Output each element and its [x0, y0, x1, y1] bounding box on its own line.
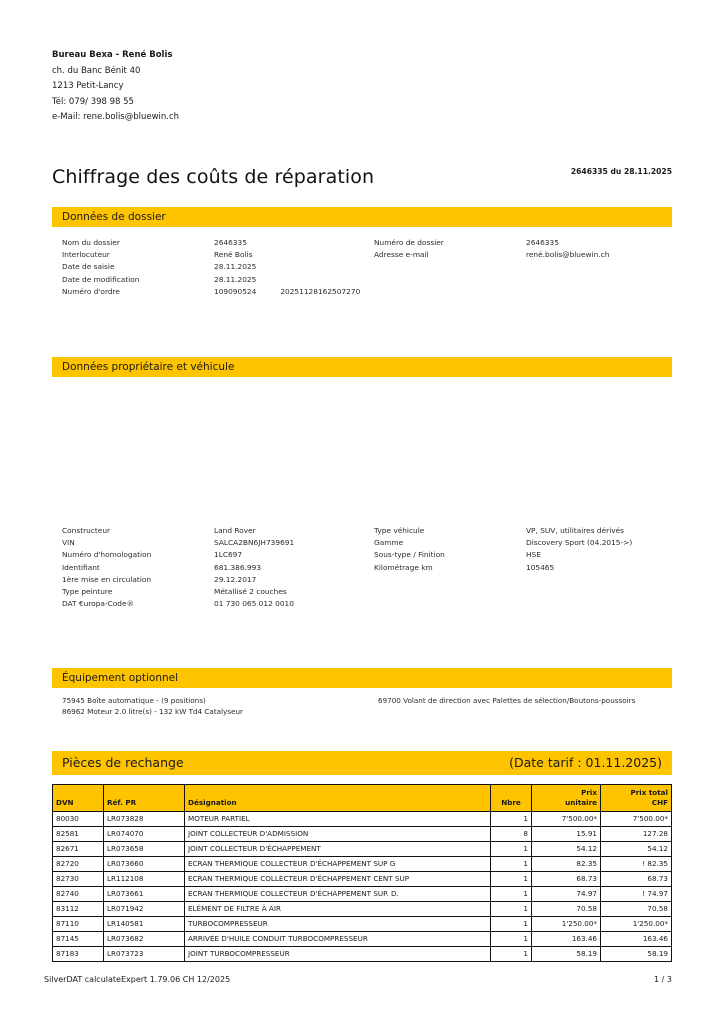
field-value: 2646335 [526, 238, 559, 247]
cell-prix-unitaire: 163.46 [532, 932, 601, 947]
column-header-dvn: DVN [53, 785, 104, 812]
field-label: Date de modification [62, 274, 140, 284]
table-row [53, 947, 672, 962]
field-label: Kilométrage km [374, 562, 433, 572]
field-label: Constructeur [62, 526, 111, 535]
field-label: DAT €uropa-Code® [62, 599, 134, 609]
field-label: Nom du dossier [62, 238, 120, 247]
section-title-equipement: Équipement optionnel [62, 672, 179, 684]
field-row [374, 549, 632, 561]
field-label: Adresse e-mail [374, 250, 429, 260]
cell-ref: LR073828 [104, 812, 185, 827]
sender-block [52, 48, 179, 126]
field-label: Identifiant [62, 562, 100, 572]
field-value: SALCA2BN6JH739691 [214, 538, 295, 548]
cell-designation: ECRAN THERMIQUE COLLECTEUR D'ÉCHAPPEMENT CENT SUP [185, 872, 491, 887]
section-header-pieces [52, 751, 672, 775]
field-value: HSE [526, 550, 541, 560]
sender-address: ch. du Banc Bénit 40 [52, 65, 141, 76]
column-header-ref: Réf. PR [104, 785, 185, 812]
field-value: 2646335 [214, 238, 247, 247]
cell-prix-unitaire: 58.19 [532, 947, 601, 962]
cell-designation: ECRAN THERMIQUE COLLECTEUR D'ÉCHAPPEMENT SUP. D. [185, 887, 491, 902]
field-label: Numéro de dossier [374, 238, 444, 247]
field-row [374, 537, 632, 549]
cell-prix-total: 70.58 [601, 902, 672, 917]
cell-prix-unitaire: 1'250.00* [532, 917, 601, 932]
cell-prix-unitaire: 70.58 [532, 902, 601, 917]
cell-prix-total: 58.19 [601, 947, 672, 962]
field-value: VP, SUV, utilitaires dérivés [526, 526, 625, 535]
cell-dvn: 87183 [53, 947, 104, 962]
field-row [62, 586, 294, 598]
cell-nbre: 1 [491, 887, 532, 902]
field-label: Date de saisie [62, 262, 115, 272]
field-value: 28.11.2025 [214, 262, 257, 272]
cell-nbre: 1 [491, 872, 532, 887]
cell-ref: LR112108 [104, 872, 185, 887]
cell-dvn: 82730 [53, 872, 104, 887]
field-row [62, 574, 294, 586]
field-row [62, 549, 294, 561]
cell-nbre: 1 [491, 902, 532, 917]
list-item: 86962 Moteur 2.0 litre(s) - 132 kW Td4 Catalyseur [62, 706, 243, 716]
cell-prix-unitaire: 54.12 [532, 842, 601, 857]
equipment-list-left [62, 696, 362, 717]
section-header-vehicule [52, 357, 672, 377]
cell-nbre: 1 [491, 932, 532, 947]
field-row [374, 237, 609, 249]
table-row [53, 932, 672, 947]
dossier-fields-right [374, 237, 609, 261]
field-value: 109090524 [214, 286, 257, 296]
cell-ref: LR073682 [104, 932, 185, 947]
section-header-equipement [52, 668, 672, 688]
field-value: Discovery Sport (04.2015->) [526, 538, 633, 548]
section-tariff-date: (Date tarif : 01.11.2025) [509, 755, 662, 770]
field-value-extra [256, 249, 360, 261]
document-reference: 2646335 du 28.11.2025 [570, 167, 672, 176]
field-value: René Bolis [214, 250, 253, 260]
field-value: Métallisé 2 couches [214, 587, 287, 597]
field-row [374, 249, 609, 261]
cell-dvn: 82581 [53, 827, 104, 842]
cell-dvn: 82720 [53, 857, 104, 872]
cell-prix-total: 127.28 [601, 827, 672, 842]
cell-prix-unitaire: 15.91 [532, 827, 601, 842]
field-label: Numéro d'homologation [62, 550, 152, 560]
column-header-prix-total [601, 785, 672, 812]
field-label: 1ère mise en circulation [62, 574, 152, 584]
cell-prix-unitaire: 68.73 [532, 872, 601, 887]
section-header-dossier [52, 207, 672, 227]
parts-table [52, 784, 672, 962]
field-value-extra [256, 274, 360, 286]
field-label: VIN [62, 538, 75, 548]
table-row [53, 857, 672, 872]
field-row [62, 525, 294, 537]
field-value: rené.bolis@bluewin.ch [526, 250, 610, 260]
footer-software: SilverDAT calculateExpert 1.79.06 CH 12/2025 [44, 975, 231, 984]
cell-nbre: 1 [491, 947, 532, 962]
field-row [374, 525, 632, 537]
cell-prix-total: 1'250.00* [601, 917, 672, 932]
page-footer [44, 975, 680, 984]
cell-designation: TURBOCOMPRESSEUR [185, 917, 491, 932]
cell-ref: LR073660 [104, 857, 185, 872]
field-value-extra: 20251128162507270 [280, 286, 361, 296]
table-row [53, 812, 672, 827]
column-header-prix-unitaire-line2: unitaire [565, 798, 597, 807]
field-row [374, 562, 632, 574]
vehicule-fields-right [374, 525, 632, 574]
cell-ref: LR140581 [104, 917, 185, 932]
sender-email: e-Mail: rene.bolis@bluewin.ch [52, 112, 180, 122]
field-row [62, 261, 360, 273]
field-value: 28.11.2025 [214, 274, 257, 284]
page-title: Chiffrage des coûts de réparation [52, 166, 375, 188]
section-title-vehicule: Données propriétaire et véhicule [62, 361, 235, 373]
cell-designation: JOINT COLLECTEUR D'ADMISSION [185, 827, 491, 842]
cell-designation: ARRIVÉE D'HUILE CONDUIT TURBOCOMPRESSEUR [185, 932, 491, 947]
section-title-pieces: Pièces de rechange [62, 755, 184, 770]
table-header-row [53, 785, 672, 812]
list-item: 69700 Volant de direction avec Palettes de sélection/Boutons-poussoirs [378, 696, 636, 705]
cell-prix-total: ! 82.35 [601, 857, 672, 872]
cell-nbre: 1 [491, 812, 532, 827]
field-row [62, 274, 360, 286]
page-number: 1 / 3 [654, 975, 672, 984]
cell-prix-total: 54.12 [601, 842, 672, 857]
cell-designation: JOINT TURBOCOMPRESSEUR [185, 947, 491, 962]
cell-prix-unitaire: 7'500.00* [532, 812, 601, 827]
sender-city: 1213 Petit-Lancy [52, 81, 124, 91]
cell-prix-total: 68.73 [601, 872, 672, 887]
table-row [53, 902, 672, 917]
cell-nbre: 8 [491, 827, 532, 842]
column-header-designation: Désignation [185, 785, 491, 812]
field-value-extra [256, 237, 360, 249]
table-row [53, 887, 672, 902]
table-row [53, 827, 672, 842]
cell-prix-total: ! 74.97 [601, 887, 672, 902]
list-item: 75945 Boîte automatique - (9 positions) [62, 696, 206, 705]
table-row [53, 842, 672, 857]
cell-designation: ELÉMENT DE FILTRE À AIR [185, 902, 491, 917]
cell-prix-total: 7'500.00* [601, 812, 672, 827]
field-row [62, 249, 360, 261]
cell-designation: MOTEUR PARTIEL [185, 812, 491, 827]
vehicule-fields-left [62, 525, 294, 610]
field-label: Sous-type / Finition [374, 550, 445, 560]
field-label: Type peinture [62, 587, 113, 597]
cell-nbre: 1 [491, 857, 532, 872]
cell-dvn: 80030 [53, 812, 104, 827]
column-header-prix-unitaire-line1: Prix [581, 788, 597, 797]
field-row [62, 286, 360, 298]
field-row [62, 598, 294, 610]
table-row [53, 917, 672, 932]
field-value: 1LC697 [214, 550, 243, 560]
field-value: 681.386.993 [214, 562, 262, 572]
cell-ref: LR073658 [104, 842, 185, 857]
sender-phone: Tél: 079/ 398 98 55 [52, 96, 134, 107]
column-header-prix-unitaire [532, 785, 601, 812]
cell-prix-total: 163.46 [601, 932, 672, 947]
field-row [62, 562, 294, 574]
field-value: 29.12.2017 [214, 574, 257, 584]
section-title-dossier: Données de dossier [62, 211, 166, 223]
dossier-fields-left [62, 237, 360, 298]
field-value: 01 730 065 012 0010 [214, 599, 294, 609]
field-value-extra [256, 261, 360, 273]
title-row [52, 163, 672, 193]
column-header-prix-total-line1: Prix total [630, 788, 668, 797]
cell-prix-unitaire: 82.35 [532, 857, 601, 872]
equipment-list-right [378, 696, 666, 707]
field-label: Gamme [374, 538, 404, 548]
cell-dvn: 87110 [53, 917, 104, 932]
field-value: 105465 [526, 562, 555, 572]
sender-name: Bureau Bexa - René Bolis [52, 50, 173, 60]
cell-ref: LR073723 [104, 947, 185, 962]
cell-prix-unitaire: 74.97 [532, 887, 601, 902]
cell-designation: ECRAN THERMIQUE COLLECTEUR D'ÉCHAPPEMENT SUP G [185, 857, 491, 872]
column-header-prix-total-line2: CHF [651, 798, 668, 807]
cell-ref: LR071942 [104, 902, 185, 917]
field-row [62, 237, 360, 249]
cell-ref: LR074070 [104, 827, 185, 842]
field-row [62, 537, 294, 549]
cell-nbre: 1 [491, 917, 532, 932]
cell-dvn: 82671 [53, 842, 104, 857]
field-label: Numéro d'ordre [62, 286, 120, 296]
field-value: Land Rover [214, 526, 256, 535]
table-row [53, 872, 672, 887]
cell-dvn: 82740 [53, 887, 104, 902]
field-label: Type véhicule [374, 526, 425, 535]
cell-ref: LR073661 [104, 887, 185, 902]
cell-nbre: 1 [491, 842, 532, 857]
column-header-nbre: Nbre [491, 785, 532, 812]
cell-dvn: 83112 [53, 902, 104, 917]
field-label: Interlocuteur [62, 250, 110, 260]
cell-designation: JOINT COLLECTEUR D'ÉCHAPPEMENT [185, 842, 491, 857]
cell-dvn: 87145 [53, 932, 104, 947]
